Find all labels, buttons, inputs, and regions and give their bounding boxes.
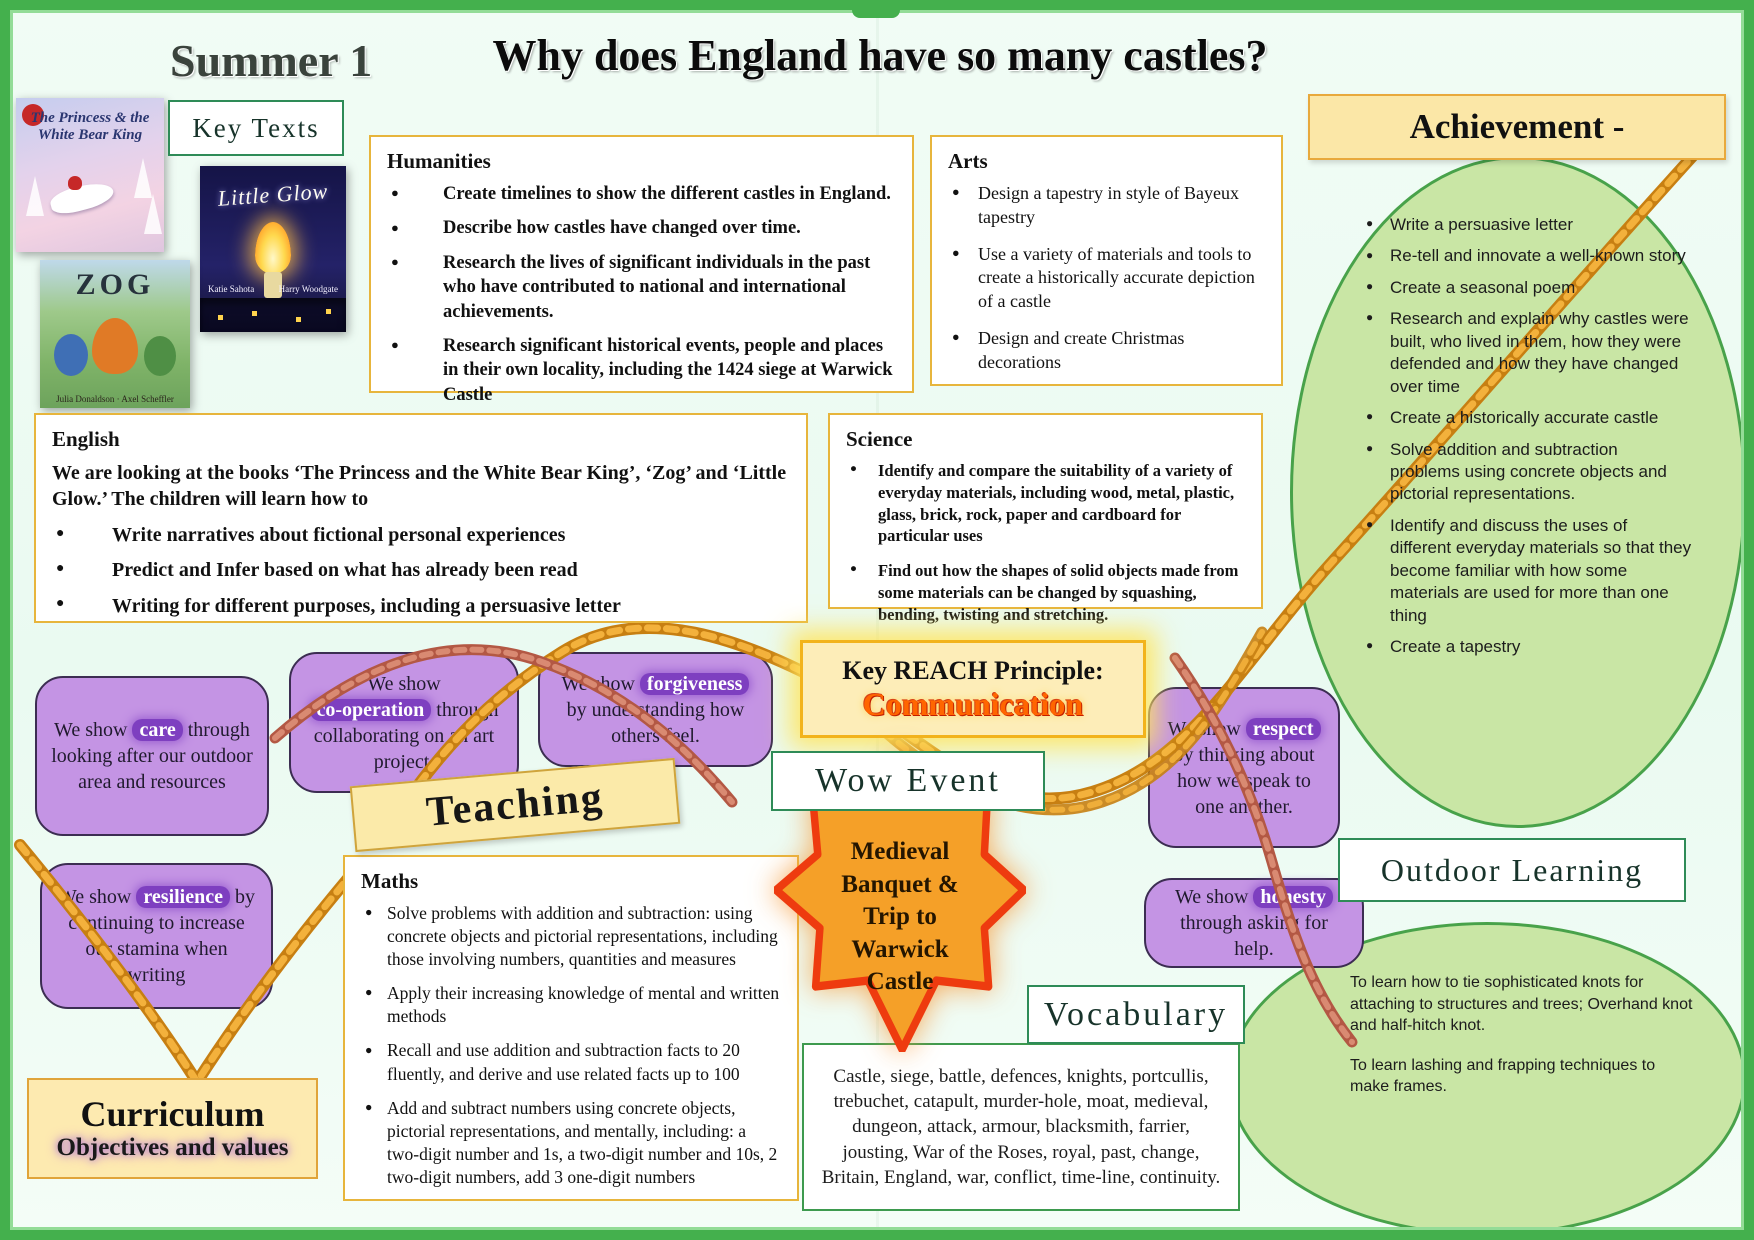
page-title: Why does England have so many castles? — [492, 31, 1268, 80]
teaching-banner: Teaching — [350, 758, 681, 852]
wow-line: Trip to — [863, 903, 937, 930]
value-box-resilience — [40, 863, 273, 1009]
wow-line: Warwick — [851, 935, 949, 963]
list-item: ● Write a persuasive letter — [1362, 214, 1692, 236]
tree-art — [26, 176, 44, 216]
reach-principle: Communication — [862, 685, 1084, 722]
reach-principle-box — [800, 640, 1146, 738]
book-cover-zog — [40, 260, 190, 408]
list-item: ● Research and explain why castles were built, who lived in them, how they were defended and how they have changed over time — [1362, 308, 1692, 398]
value-highlight: co-operation — [310, 699, 432, 721]
value-text: We show — [561, 672, 640, 695]
curriculum-title: Curriculum — [80, 1093, 265, 1134]
humanities-heading: Humanities — [387, 149, 491, 173]
list-item: ● Add and subtract numbers using concrete objects, pictorial representations, and mentally, including: a two-digit number and 1s, a two-digit number and 10s, 2 two-digit numbers, add 3 one-digit numbers — [361, 1097, 781, 1189]
list-item: ● Use a variety of materials and tools to create a historically accurate depiction of a castle — [948, 243, 1265, 314]
value-box-care — [35, 676, 269, 836]
outdoor-paragraph: To learn how to tie sophisticated knots for attaching to structures and trees; Overhand knot and half-hitch knot. — [1350, 974, 1693, 1035]
value-text: through looking after our outdoor area and resources — [51, 719, 253, 793]
green-dragon-art — [144, 336, 176, 376]
wow-event-text — [826, 836, 974, 999]
list-item: ● Research significant historical events, people and places in their own locality, including the 1424 siege at Warwick Castle — [387, 334, 896, 407]
book-authors: Julia Donaldson · Axel Scheffler — [56, 394, 174, 404]
book-title: ZOG — [75, 268, 155, 301]
list-item: ● Design a tapestry in style of Bayeux tapestry — [948, 182, 1265, 230]
book-title: Little Glow — [216, 178, 330, 211]
list-item: ● Re-tell and innovate a well-known story — [1362, 245, 1692, 267]
list-item: ● Research the lives of significant individuals in the past who have contributed to national and international achievements. — [387, 251, 896, 324]
outdoor-paragraph: To learn lashing and frapping techniques to make frames. — [1350, 1056, 1656, 1096]
arts-heading: Arts — [948, 149, 988, 173]
book-title: The Princess & the White Bear King — [30, 110, 150, 144]
princess-art — [68, 176, 82, 190]
value-highlight: care — [132, 719, 182, 741]
book-cover-princess-white-bear-king — [16, 98, 164, 252]
value-box-honesty — [1144, 878, 1364, 968]
list-item: ● Create timelines to show the different castles in England. — [387, 182, 896, 206]
value-highlight: resilience — [136, 886, 230, 908]
book-author: Katie Sahota — [208, 284, 255, 294]
maths-box — [343, 855, 799, 1201]
value-text: We show — [58, 886, 137, 908]
window-art — [252, 311, 257, 316]
flame-character-art — [255, 222, 291, 274]
value-text: through collaborating on an art project. — [313, 698, 499, 773]
wow-event-label: Wow Event — [771, 751, 1045, 811]
blue-dragon-art — [54, 334, 88, 376]
list-item: ● Create a seasonal poem — [1362, 277, 1692, 299]
list-item: ● Writing for different purposes, including a persuasive letter — [52, 593, 790, 619]
orange-dragon-art — [92, 318, 138, 374]
key-texts-label: Key Texts — [168, 100, 344, 156]
tree-art — [134, 158, 152, 198]
humanities-box — [369, 135, 914, 405]
term-label: Summer 1 — [170, 35, 373, 86]
book-author: Harry Woodgate — [278, 284, 338, 294]
value-text: by continuing to increase our stamina when writing — [68, 886, 255, 986]
maths-heading: Maths — [361, 869, 419, 893]
list-item: ● Predict and Infer based on what has already been read — [52, 557, 790, 583]
achievement-list — [1362, 214, 1692, 667]
english-box — [34, 413, 808, 623]
list-item: ● Recall and use addition and subtraction facts to 20 fluently, and derive and use related facts up to 100 — [361, 1039, 781, 1085]
list-item: ● Find out how the shapes of solid objects made from some materials can be changed by squashing, bending, twisting and stretching. — [846, 560, 1245, 625]
white-bear-art — [48, 179, 116, 218]
window-art — [218, 315, 223, 320]
value-text: We show — [1167, 717, 1246, 740]
wow-line: Banquet & — [841, 870, 959, 898]
english-heading: English — [52, 427, 120, 451]
tree-art — [144, 194, 162, 234]
vocabulary-label: Vocabulary — [1027, 985, 1245, 1044]
list-item: ● Identify and compare the suitability of a variety of everyday materials, including wood, metal, plastic, glass, brick, rock, paper and cardboard for particular uses — [846, 460, 1245, 547]
book-cover-little-glow — [200, 166, 346, 332]
list-item: ● Create a historically accurate castle — [1362, 407, 1692, 429]
english-intro: We are looking at the books ‘The Princess and the White Bear King’, ‘Zog’ and ‘Little Glow.’ The children will learn how to — [52, 462, 787, 510]
list-item: ● Solve problems with addition and subtraction: using concrete objects and pictorial representations, including those involving numbers, quantities and measures — [361, 902, 781, 971]
outdoor-learning-text — [1350, 972, 1695, 1116]
list-item: ● Create a tapestry — [1362, 636, 1692, 658]
science-box — [828, 413, 1263, 624]
value-text: by thinking about how we speak to one another. — [1173, 743, 1315, 818]
list-item: ● Write narratives about fictional personal experiences — [52, 522, 790, 548]
list-item: ● Solve addition and subtraction problems using concrete objects and pictorial representations. — [1362, 439, 1692, 506]
wow-line: Medieval — [850, 838, 950, 865]
science-heading: Science — [846, 427, 913, 451]
window-art — [296, 317, 301, 322]
list-item: ● Design and create Christmas decorations — [948, 327, 1265, 375]
value-highlight: respect — [1246, 718, 1321, 740]
achievement-heading: Achievement - — [1308, 94, 1726, 160]
curriculum-box — [27, 1078, 318, 1179]
value-text: We show — [367, 672, 441, 695]
fold-tab — [852, 0, 900, 18]
outdoor-learning-label: Outdoor Learning — [1338, 838, 1686, 902]
value-text: We show — [54, 719, 133, 741]
value-text: We show — [1175, 886, 1254, 908]
value-highlight: honesty — [1253, 886, 1333, 908]
curriculum-subtitle: Objectives and values — [56, 1134, 289, 1162]
value-text: by understanding how others feel. — [566, 698, 745, 747]
value-box-forgiveness — [538, 652, 773, 767]
value-highlight: forgiveness — [640, 673, 750, 695]
list-item: ● Identify and discuss the uses of different everyday materials so that they become familiar with how some materials are used for more than one thing — [1362, 515, 1692, 627]
value-box-respect — [1148, 687, 1340, 848]
value-box-cooperation — [289, 652, 519, 793]
window-art — [326, 309, 331, 314]
reach-label: Key REACH Principle: — [842, 655, 1104, 685]
arts-box — [930, 135, 1283, 386]
vocabulary-box: Castle, siege, battle, defences, knights, portcullis, trebuchet, catapult, murder-hole, moat, medieval, dungeon, attack, armour, blacksmith, farrier, jousting, War of the Roses, royal, past, change, Britain, England, war, conflict, time-line, continuity. — [802, 1043, 1240, 1211]
wow-line: Castle — [866, 968, 934, 995]
list-item: ● Apply their increasing knowledge of mental and written methods — [361, 982, 781, 1028]
value-text: through asking for help. — [1180, 912, 1328, 960]
list-item: ● Describe how castles have changed over time. — [387, 216, 896, 240]
